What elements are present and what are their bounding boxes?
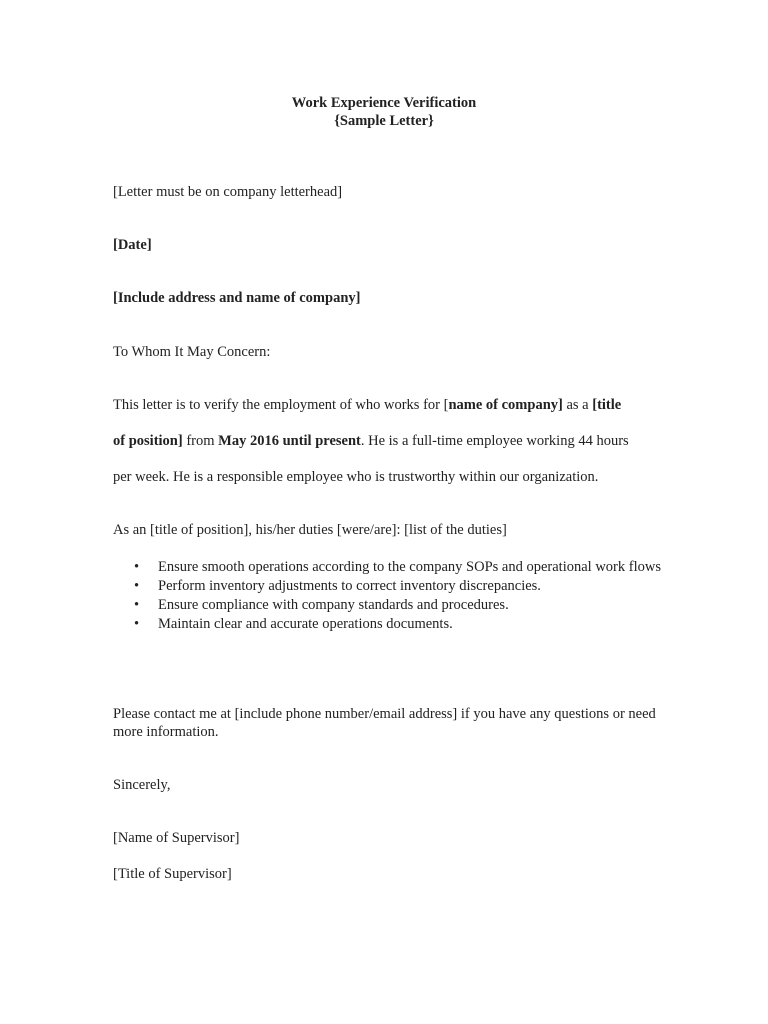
duties-list: [113, 558, 673, 634]
contact-paragraph: Please contact me at [include phone number/email address] if you have any questions or need more information.: [113, 706, 656, 740]
body-text: from: [182, 433, 219, 449]
body-line-3: per week. He is a responsible employee who is trustworthy within our organization.: [113, 469, 599, 485]
body-text: This letter is to verify the employment of who works for [: [113, 397, 449, 413]
duties-intro: As an [title of position], his/her duties [were/are]: [list of the duties]: [113, 522, 507, 538]
letter-title: [0, 94, 768, 130]
position-title-placeholder: of position]: [113, 433, 183, 449]
duty-text: Perform inventory adjustments to correct inventory discrepancies.: [158, 578, 541, 594]
bullet-icon: •: [134, 597, 140, 613]
address-placeholder: [Include address and name of company]: [113, 290, 361, 306]
title-line-2: {Sample Letter}: [334, 113, 434, 129]
letterhead-note: [Letter must be on company letterhead]: [113, 184, 343, 200]
duty-text: Maintain clear and accurate operations documents.: [158, 616, 453, 632]
company-name-placeholder: name of company]: [448, 397, 563, 413]
body-line-1: [113, 397, 653, 414]
body-line-2: [113, 433, 653, 450]
list-item: [113, 596, 673, 614]
list-item: [113, 558, 673, 576]
salutation: To Whom It May Concern:: [113, 344, 271, 360]
bullet-icon: •: [134, 616, 140, 632]
employment-period: May 2016 until present: [218, 433, 361, 449]
body-text: . He is a full-time employee working 44 hours: [360, 433, 629, 449]
date-placeholder: [Date]: [113, 237, 152, 253]
duty-text: Ensure compliance with company standards and procedures.: [158, 597, 509, 613]
supervisor-name-placeholder: [Name of Supervisor]: [113, 830, 240, 846]
list-item: [113, 577, 673, 595]
list-item: [113, 615, 673, 633]
body-text: as a: [562, 397, 593, 413]
title-line-1: Work Experience Verification: [291, 95, 477, 111]
position-title-placeholder: [title: [592, 397, 622, 413]
closing: Sincerely,: [113, 777, 171, 793]
duty-text: Ensure smooth operations according to the company SOPs and operational work flows: [158, 559, 661, 575]
bullet-icon: •: [134, 578, 140, 594]
bullet-icon: •: [134, 559, 140, 575]
supervisor-title-placeholder: [Title of Supervisor]: [113, 866, 232, 882]
